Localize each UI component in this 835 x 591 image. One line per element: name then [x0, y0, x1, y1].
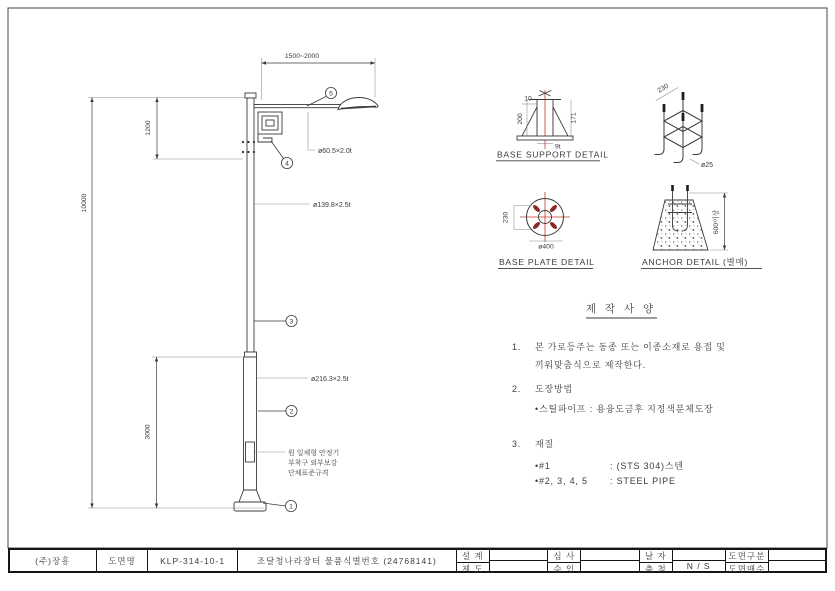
- scale-value: N / S: [686, 561, 711, 571]
- design-draft-labels: [457, 550, 490, 574]
- label-arm-pipe: ø60.5×2.0t: [318, 148, 352, 155]
- design-value: [490, 550, 548, 561]
- dim-plate-thickness: 9t: [555, 143, 561, 151]
- spec-notes: [512, 302, 726, 486]
- spec-item3-row2-value: : STEEL PIPE: [610, 476, 676, 486]
- review-approve-labels: [548, 550, 581, 574]
- dim-support-height: 200: [517, 113, 524, 125]
- base-plate: [234, 502, 266, 511]
- door-note-line2: 부착구 외부보강: [288, 460, 338, 467]
- upper-pole: [247, 98, 254, 352]
- anchor-cage-detail: [655, 83, 714, 169]
- spec-item3-row1-value: : (STS 304)스텐: [610, 461, 684, 471]
- spec-item1-line2: 끼워맞춤식으로 제작한다.: [535, 360, 647, 370]
- dim-support-right: 171: [570, 112, 578, 124]
- scroll-bracket: [258, 112, 282, 142]
- dim-arm-length: 1500~2000: [284, 53, 320, 60]
- label-upper-pipe: ø139.8×2.5t: [313, 202, 351, 209]
- elevation-dimensions: [81, 53, 375, 511]
- arm-pipe: [254, 105, 340, 108]
- sheets-value: [769, 561, 825, 571]
- review-label: 심 사: [548, 550, 580, 563]
- dim-anchor-bolt: ø25: [701, 162, 714, 169]
- spec-item2-no: 2.: [512, 384, 522, 394]
- class-value: [769, 550, 825, 561]
- date-label: 날 자: [640, 550, 672, 563]
- design-draft-values: [490, 550, 549, 571]
- sheet-border: [8, 8, 827, 548]
- dim-bolt-circle: 230: [502, 211, 510, 224]
- design-label: 설 계: [457, 550, 489, 563]
- base-plate-title: BASE PLATE DETAIL: [499, 257, 595, 267]
- door-note-line1: 원 일체형 안정기: [288, 450, 340, 457]
- balloon-1: 1: [289, 503, 293, 511]
- spec-item2-bullet: •스틸파이프 : 용융도금후 지정색분체도장: [535, 404, 714, 414]
- draft-label: 제 도: [461, 564, 484, 574]
- date-scale-labels: [640, 550, 673, 574]
- sheets-label: 도면매수: [728, 564, 766, 574]
- date-value: [673, 550, 725, 561]
- pipe-labels: [254, 112, 352, 477]
- door-note-line3: 단체표준규격: [288, 470, 329, 477]
- spec-item3-row1-label: •#1: [535, 461, 551, 471]
- base-support-title: BASE SUPPORT DETAIL: [497, 149, 609, 160]
- balloon-4: 4: [285, 160, 289, 168]
- drawing-title-cell: [238, 550, 457, 571]
- title-block: [8, 548, 827, 573]
- date-scale-values: [673, 550, 726, 571]
- class-label: 도면구분: [726, 550, 769, 563]
- company-name: (주)장흥: [35, 555, 71, 566]
- drawing-number-cell: [148, 550, 238, 571]
- approve-label: 승 인: [553, 564, 576, 574]
- spec-item2-title: 도장방법: [535, 384, 573, 394]
- pole-elevation: [234, 93, 378, 511]
- anchor-detail-title: ANCHOR DETAIL (별매): [642, 257, 749, 267]
- spec-item1-line1: 본 가로등주는 동종 또는 이종소재로 용접 및: [535, 342, 726, 352]
- drawing-title: 조달청나라장터 물품식별번호 (24768141): [256, 555, 437, 566]
- balloon-2: 2: [289, 408, 294, 416]
- drawing-name-label: 도면명: [108, 555, 136, 566]
- balloon-5: 5: [329, 90, 333, 98]
- dim-plate-diameter: ø400: [538, 243, 554, 251]
- lower-pole: [244, 357, 257, 490]
- scale-label: 축 척: [644, 564, 667, 574]
- spec-item3-row2-label: •#2, 3, 4, 5: [535, 476, 588, 486]
- review-value: [581, 550, 639, 561]
- dim-cage-width: 230: [656, 82, 670, 95]
- draft-value: [490, 561, 548, 571]
- label-lower-pipe: ø216.3×2.5t: [311, 376, 349, 383]
- anchor-foundation-detail: [641, 185, 762, 268]
- spec-item3-title: 재질: [535, 439, 554, 449]
- concrete-foundation: [653, 200, 708, 250]
- balloon-3: 3: [289, 318, 294, 326]
- review-approve-values: [581, 550, 640, 571]
- base-support-detail: [496, 90, 609, 161]
- dim-total-height: 10000: [81, 193, 88, 213]
- spec-item3-no: 3.: [512, 439, 522, 449]
- pole-joint: [245, 352, 257, 357]
- dim-top-section: 1200: [145, 120, 152, 136]
- approve-value: [581, 561, 639, 571]
- dim-lower-section: 3000: [144, 424, 152, 440]
- spec-item1-no: 1.: [512, 342, 522, 352]
- base-flare: [239, 490, 261, 502]
- spec-title: 제 작 사 양: [585, 303, 657, 315]
- class-sheets-labels: [726, 550, 770, 574]
- base-plate-detail: [498, 192, 595, 268]
- company-cell: [10, 550, 97, 571]
- drawing-number: KLP-314-10-1: [160, 555, 226, 566]
- drawing-name-label-cell: [97, 550, 149, 571]
- dim-support-offset: 10: [524, 95, 532, 103]
- dim-embed-depth: 600이상: [713, 209, 720, 235]
- class-sheets-values: [769, 550, 825, 571]
